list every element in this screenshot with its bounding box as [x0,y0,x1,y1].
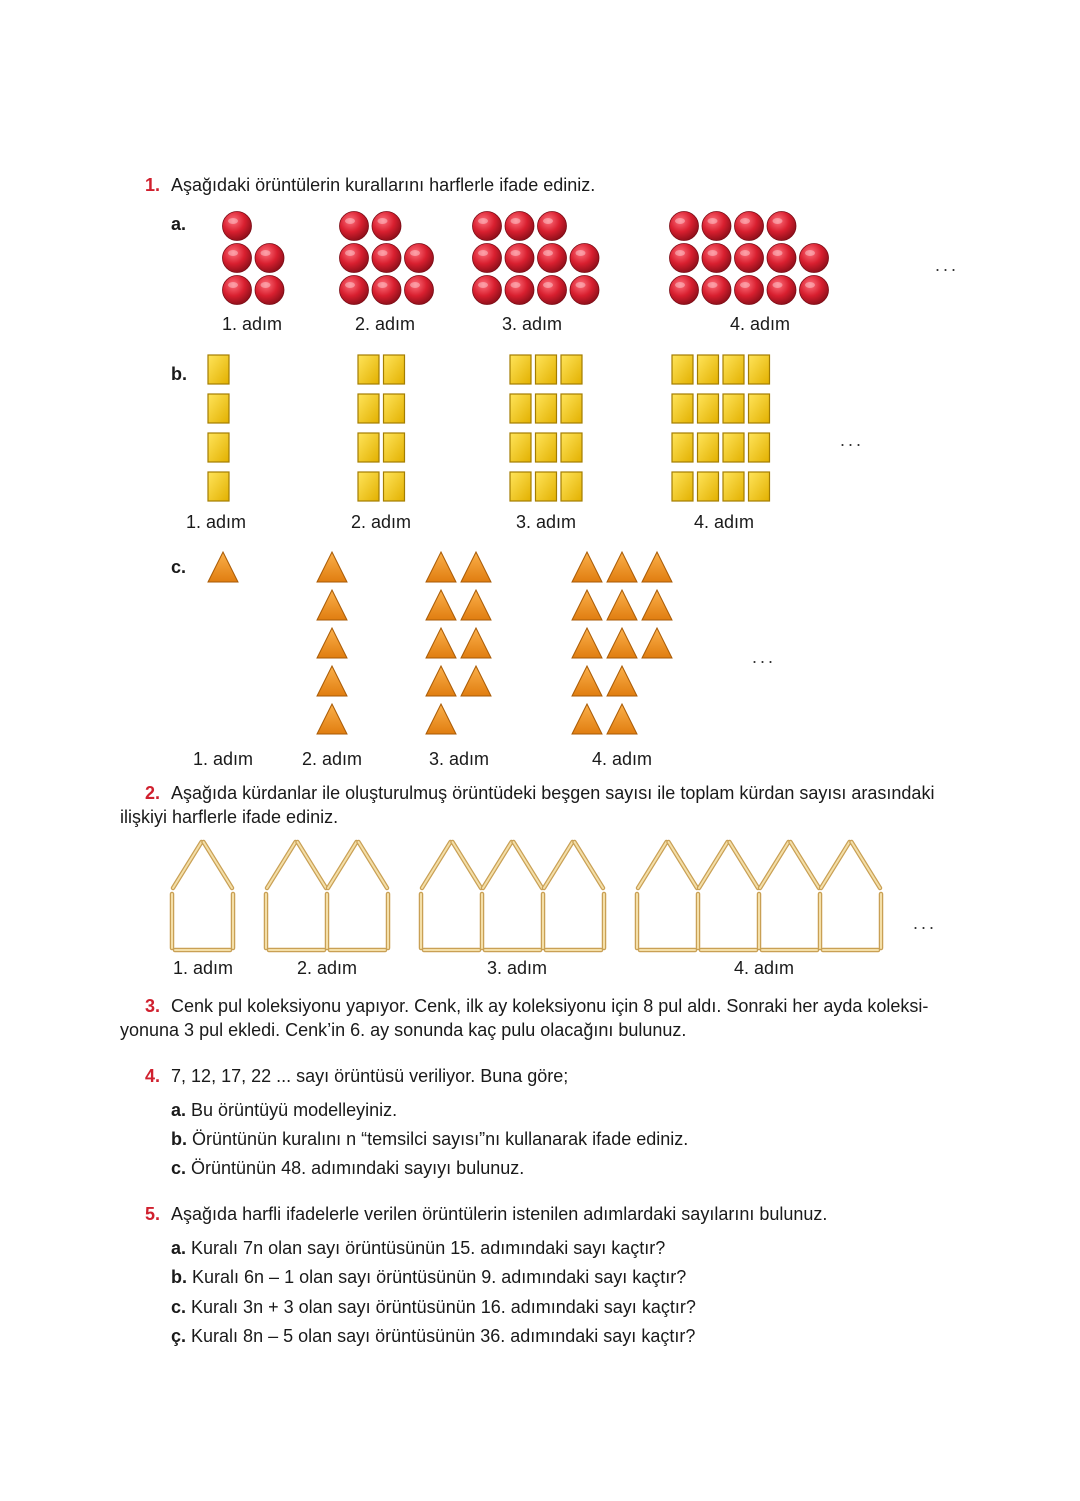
q5-item-text: Kuralı 3n + 3 olan sayı örüntüsünün 16. adımındaki sayı kaçtır? [191,1297,696,1317]
q2-step-label: 4. adım [734,958,795,978]
q1a-ellipsis: ... [935,255,960,275]
q5-item-text: Kuralı 6n – 1 olan sayı örüntüsünün 9. adımındaki sayı kaçtır? [192,1267,687,1287]
toothpick-highlight [575,842,604,888]
q1c-letter: c. [171,557,187,577]
q5-item [171,1324,695,1348]
toothpick-highlight [730,842,759,888]
q2-line1: Aşağıda kürdanlar ile oluşturulmuş örüntüdeki beşgen sayısı ile toplam kürdan sayısı arasındaki [171,783,935,803]
toothpick-highlight [453,842,482,888]
q4-item [171,1098,397,1122]
q4-text: 7, 12, 17, 22 ... sayı örüntüsü veriliyor. Buna göre; [171,1066,569,1086]
q5-item [171,1236,665,1260]
q1b-step-label: 1. adım [186,512,247,532]
q4-item [171,1156,524,1180]
toothpick-highlight [760,842,789,888]
q5-item [171,1295,696,1319]
toothpick-highlight [359,842,388,888]
q1b-letter: b. [171,364,187,384]
toothpick-highlight [173,842,202,888]
q5-item [171,1265,686,1289]
q1-number: 1. [145,175,161,195]
q4-item-letter: c. [171,1158,187,1178]
toothpick-highlight [638,842,667,888]
q3-line2: yonuna 3 pul ekledi. Cenk’in 6. ay sonunda kaç pulu olacağını bulunuz. [120,1020,687,1040]
toothpick-highlight [699,842,728,888]
q1a-step-label: 4. adım [730,314,791,334]
q5-item-text: Kuralı 8n – 5 olan sayı örüntüsünün 36. adımındaki sayı kaçtır? [191,1326,696,1346]
toothpick-highlight [852,842,881,888]
toothpick-highlight [298,842,327,888]
q1a-step-label: 2. adım [355,314,416,334]
q5-item-letter: b. [171,1267,187,1287]
q3-number: 3. [145,996,161,1016]
q1a-letter: a. [171,214,187,234]
q5-heading [145,1202,827,1226]
q4-item-letter: b. [171,1129,187,1149]
q5-text: Aşağıda harfli ifadelerle verilen örüntülerin istenilen adımlardaki sayılarını bulunuz. [171,1204,828,1224]
q1c-step-label: 4. adım [592,749,653,769]
q5-number: 5. [145,1204,161,1224]
q1c-ellipsis: ... [752,647,777,667]
q2-step-label: 1. adım [173,958,234,978]
toothpick-highlight [791,842,820,888]
toothpick-highlight [483,842,512,888]
toothpick-highlight [514,842,543,888]
q4-item [171,1127,688,1151]
q3-text [120,994,965,1042]
q4-heading [145,1064,568,1088]
q2-line2: ilişkiyi harflerle ifade ediniz. [120,807,339,827]
q2-step-label: 2. adım [297,958,358,978]
q4-item-letter: a. [171,1100,187,1120]
q1b-ellipsis: ... [840,430,865,450]
q5-item-letter: ç. [171,1326,187,1346]
q1c-step-label: 3. adım [429,749,490,769]
q4-item-text: Örüntünün 48. adımındaki sayıyı bulunuz. [191,1158,525,1178]
q1-text: Aşağıdaki örüntülerin kurallarını harflerle ifade ediniz. [171,175,596,195]
q1b-step-label: 4. adım [694,512,755,532]
toothpick-highlight [204,842,233,888]
q4-number: 4. [145,1066,161,1086]
q5-item-letter: c. [171,1297,187,1317]
q1b-step-label: 3. adım [516,512,577,532]
q1a-step-label: 1. adım [222,314,283,334]
q1c-step-label: 2. adım [302,749,363,769]
toothpick-highlight [422,842,451,888]
q5-item-text: Kuralı 7n olan sayı örüntüsünün 15. adımındaki sayı kaçtır? [191,1238,666,1258]
q2-number: 2. [145,783,161,803]
q3-line1: Cenk pul koleksiyonu yapıyor. Cenk, ilk ay koleksiyonu için 8 pul aldı. Sonraki her ayda koleksi- [171,996,929,1016]
q5-item-letter: a. [171,1238,187,1258]
q1a-step-label: 3. adım [502,314,563,334]
q4-item-text: Bu örüntüyü modelleyiniz. [191,1100,398,1120]
toothpick-highlight [544,842,573,888]
toothpick-highlight [821,842,850,888]
toothpick-highlight [267,842,296,888]
q2-ellipsis: ... [913,913,938,933]
q4-item-text: Örüntünün kuralını n “temsilci sayısı”nı kullanarak ifade ediniz. [192,1129,689,1149]
toothpick-highlight [669,842,698,888]
q1c-step-label: 1. adım [193,749,254,769]
toothpick-highlight [328,842,357,888]
q2-step-label: 3. adım [487,958,548,978]
q1b-step-label: 2. adım [351,512,412,532]
